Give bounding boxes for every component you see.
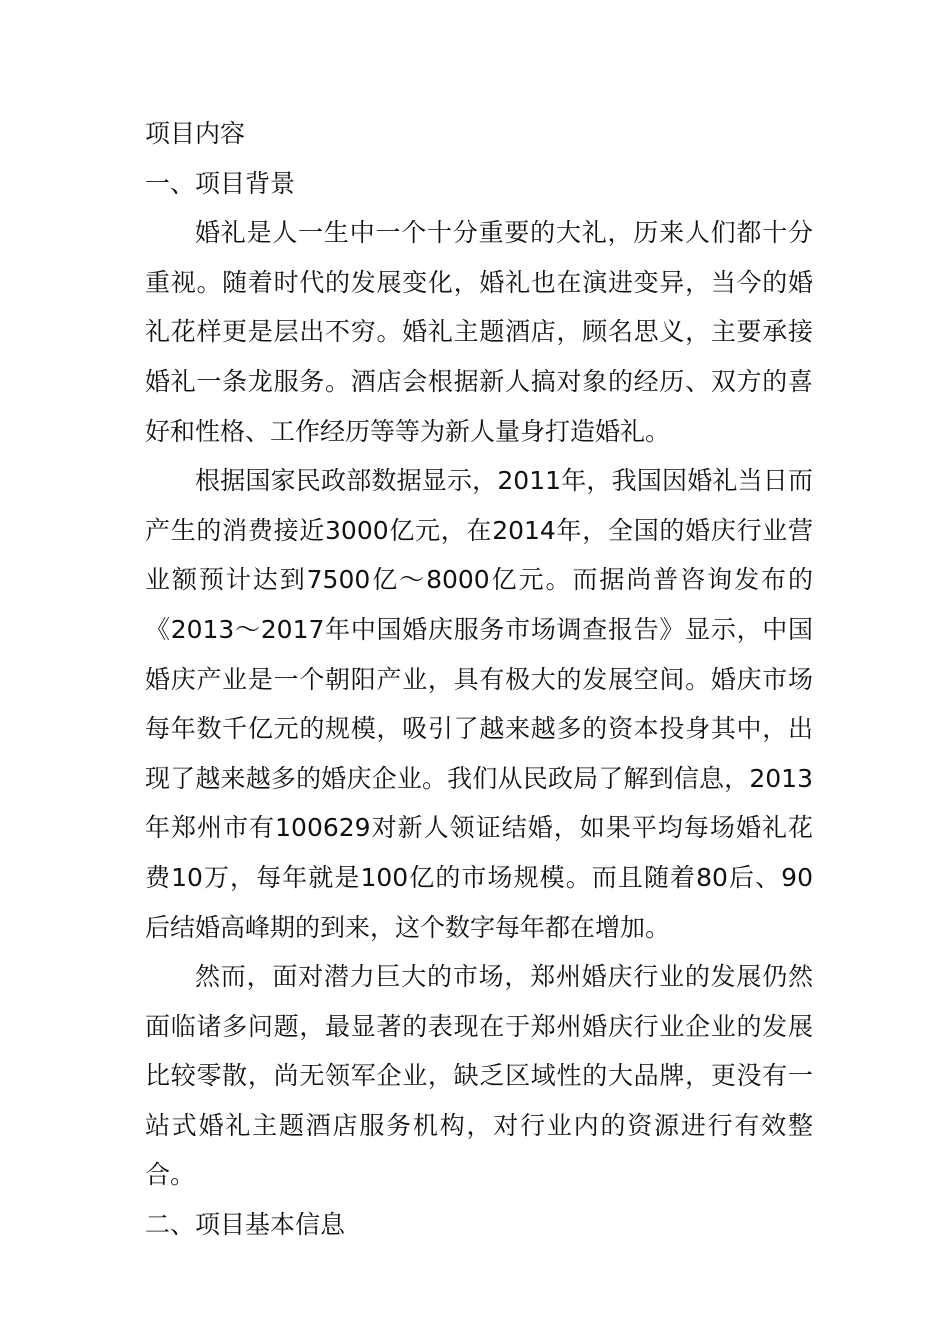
paragraph-market-data: 根据国家民政部数据显示，2011年，我国因婚礼当日而产生的消费接近3000亿元，在2014年，全国的婚庆行业营业额预计达到7500亿～8000亿元。而据尚普咨询发布的《2013～2017年中国婚庆服务市场调查报告》显示，中国婚庆产业是一个朝阳产业，具有极大的发展空间。婚庆市场每年数千亿元的规模，吸引了越来越多的资本投身其中，出现了越来越多的婚庆企业。我们从民政局了解到信息，2013年郑州市有100629对新人领证结婚，如果平均每场婚礼花费10万，每年就是100亿的市场规模。而且随着80后、90后结婚高峰期的到来，这个数字每年都在增加。 <box>145 466 813 942</box>
document-body <box>145 109 813 1250</box>
section-heading-basic-info: 二、项目基本信息 <box>145 1210 346 1240</box>
paragraph-market-problems: 然而，面对潜力巨大的市场，郑州婚庆行业的发展仍然面临诸多问题，最显著的表现在于郑州婚庆行业企业的发展比较零散，尚无领军企业，缺乏区域性的大品牌，更没有一站式婚礼主题酒店服务机构，对行业内的资源进行有效整合。 <box>145 962 813 1190</box>
paragraph-wedding-intro: 婚礼是人一生中一个十分重要的大礼，历来人们都十分重视。随着时代的发展变化，婚礼也在演进变异，当今的婚礼花样更是层出不穷。婚礼主题酒店，顾名思义，主要承接婚礼一条龙服务。酒店会根据新人搞对象的经历、双方的喜好和性格、工作经历等等为新人量身打造婚礼。 <box>145 218 813 446</box>
section-heading-background: 一、项目背景 <box>145 168 296 198</box>
document-title: 项目内容 <box>145 119 246 148</box>
